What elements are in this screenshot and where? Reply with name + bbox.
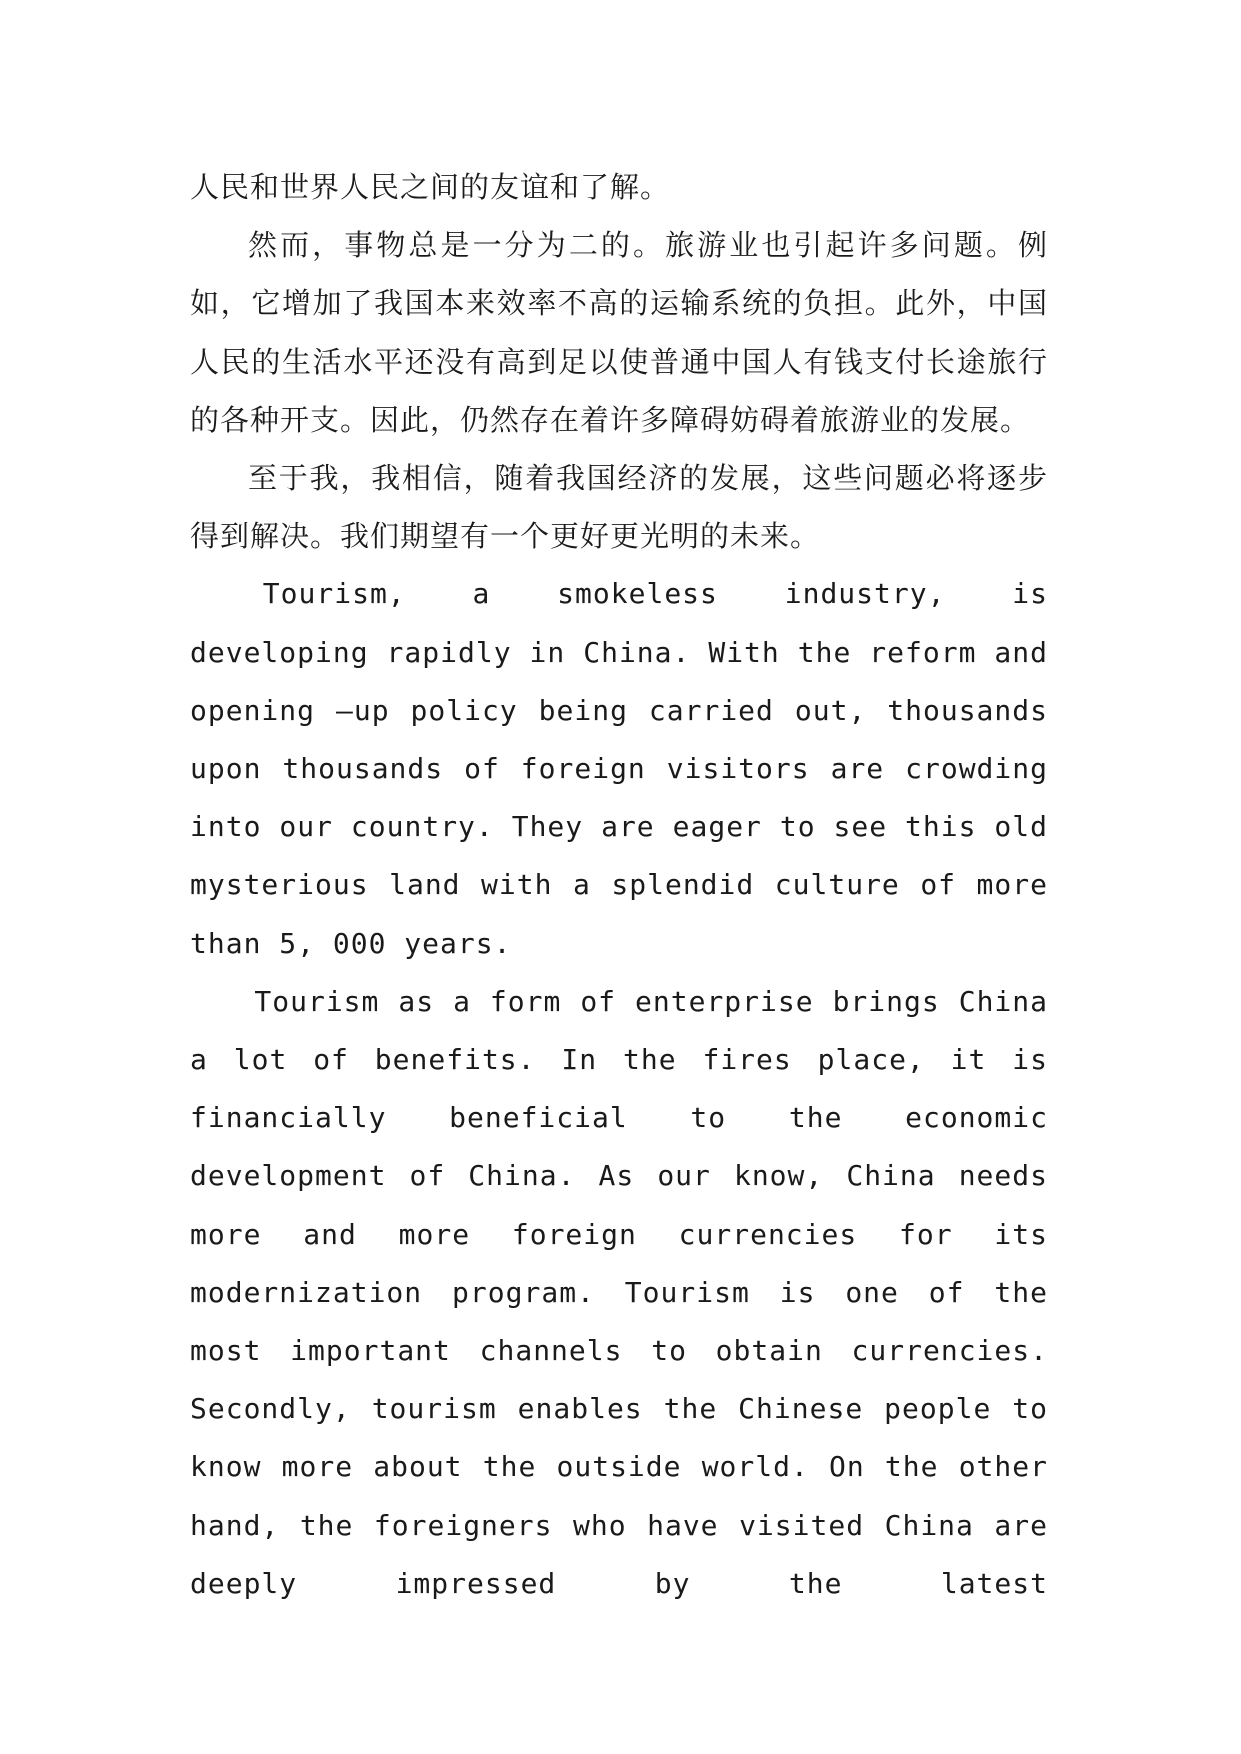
paragraph-conclusion: 至于我，我相信，随着我国经济的发展，这些问题必将逐步得到解决。我们期望有一个更好更光明的未来。 [190,461,1048,554]
paragraph-tourism-intro: Tourism, a smokeless industry, is developing rapidly in China. With the reform and opening –up policy being carried out, thousands upon thousands of foreign visitors are crowding into our country. They are eager to see this old mysterious land with a splendid culture of more than 5, 000 years. [190,577,1048,960]
document-body [190,158,1048,1613]
paragraph-problems: 然而，事物总是一分为二的。旅游业也引起许多问题。例如，它增加了我国本来效率不高的运输系统的负担。此外，中国人民的生活水平还没有高到足以使普通中国人有钱支付长途旅行的各种开支。因此，仍然存在着许多障碍妨碍着旅游业的发展。 [190,228,1048,437]
paragraph-tourism-benefits: Tourism as a form of enterprise brings China a lot of benefits. In the fires place, it is financially beneficial to the economic development of China. As our know, China needs more and more foreign currencies for its modernization program. Tourism is one of the most important channels to obtain currencies. Secondly, tourism enables the Chinese people to know more about the outside world. On the other hand, the foreigners who have visited China are deeply impressed by the latest [190,984,1048,1600]
paragraph-continuation: 人民和世界人民之间的友谊和了解。 [190,170,671,204]
